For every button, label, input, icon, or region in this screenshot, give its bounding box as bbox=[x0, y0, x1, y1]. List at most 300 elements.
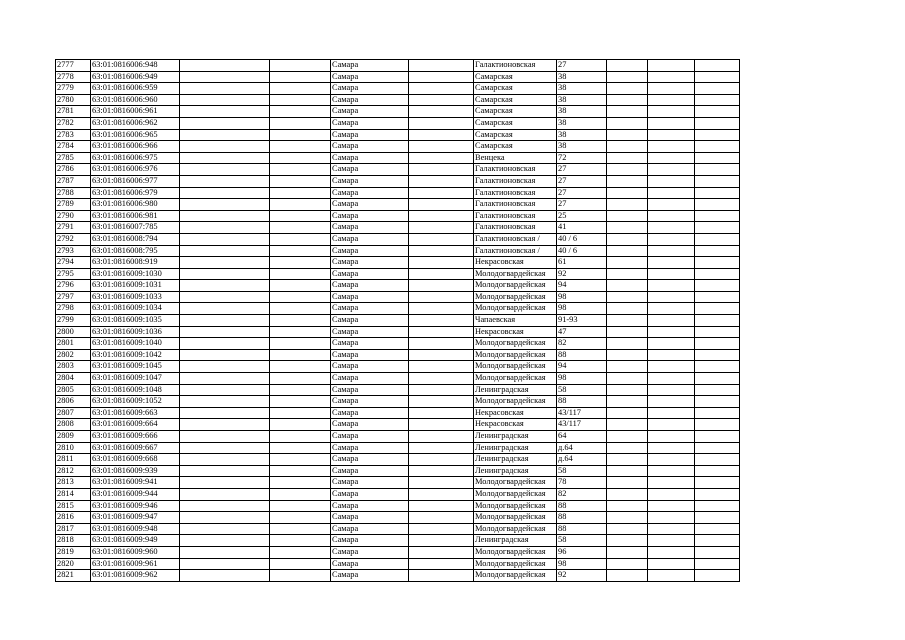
city-cell: Самара bbox=[331, 442, 409, 454]
cadastral-number-cell: 63:01:0816008:795 bbox=[91, 245, 180, 257]
house-number-cell: 38 bbox=[557, 129, 607, 141]
empty-cell bbox=[409, 199, 474, 211]
empty-cell bbox=[270, 546, 331, 558]
house-number-cell: 47 bbox=[557, 326, 607, 338]
house-number-cell: 27 bbox=[557, 199, 607, 211]
cadastral-number-cell: 63:01:0816009:944 bbox=[91, 488, 180, 500]
empty-cell bbox=[270, 396, 331, 408]
empty-cell bbox=[648, 384, 695, 396]
city-cell: Самара bbox=[331, 245, 409, 257]
empty-cell bbox=[180, 94, 270, 106]
table-row bbox=[56, 175, 740, 187]
empty-cell bbox=[180, 141, 270, 153]
empty-cell bbox=[180, 257, 270, 269]
street-cell: Самарская bbox=[474, 106, 557, 118]
empty-cell bbox=[180, 152, 270, 164]
empty-cell bbox=[180, 303, 270, 315]
empty-cell bbox=[180, 71, 270, 83]
empty-cell bbox=[180, 164, 270, 176]
cadastral-number-cell: 63:01:0816009:1042 bbox=[91, 349, 180, 361]
empty-cell bbox=[607, 210, 648, 222]
street-cell: Молодогвардейская bbox=[474, 396, 557, 408]
empty-cell bbox=[409, 373, 474, 385]
cadastral-number-cell: 63:01:0816006:965 bbox=[91, 129, 180, 141]
empty-cell bbox=[607, 175, 648, 187]
empty-cell bbox=[270, 570, 331, 582]
house-number-cell: 98 bbox=[557, 291, 607, 303]
empty-cell bbox=[648, 407, 695, 419]
street-cell: Ленинградская bbox=[474, 442, 557, 454]
empty-cell bbox=[648, 94, 695, 106]
empty-cell bbox=[270, 407, 331, 419]
table-row bbox=[56, 396, 740, 408]
cadastral-number-cell: 63:01:0816009:1033 bbox=[91, 291, 180, 303]
empty-cell bbox=[607, 257, 648, 269]
table-row bbox=[56, 129, 740, 141]
city-cell: Самара bbox=[331, 512, 409, 524]
empty-cell bbox=[409, 419, 474, 431]
city-cell: Самара bbox=[331, 117, 409, 129]
street-cell: Галактионовская bbox=[474, 164, 557, 176]
cadastral-number-cell: 63:01:0816009:1045 bbox=[91, 361, 180, 373]
house-number-cell: 88 bbox=[557, 523, 607, 535]
house-number-cell: 43/117 bbox=[557, 407, 607, 419]
city-cell: Самара bbox=[331, 280, 409, 292]
empty-cell bbox=[607, 454, 648, 466]
cadastral-number-cell: 63:01:0816009:664 bbox=[91, 419, 180, 431]
empty-cell bbox=[648, 396, 695, 408]
house-number-cell: 27 bbox=[557, 175, 607, 187]
row-number-cell: 2789 bbox=[56, 199, 91, 211]
empty-cell bbox=[648, 303, 695, 315]
table-row bbox=[56, 558, 740, 570]
street-cell: Ленинградская bbox=[474, 535, 557, 547]
empty-cell bbox=[180, 268, 270, 280]
empty-cell bbox=[180, 60, 270, 72]
empty-cell bbox=[409, 245, 474, 257]
street-cell: Молодогвардейская bbox=[474, 546, 557, 558]
empty-cell bbox=[409, 233, 474, 245]
empty-cell bbox=[607, 535, 648, 547]
cadastral-number-cell: 63:01:0816009:962 bbox=[91, 570, 180, 582]
street-cell: Ленинградская bbox=[474, 384, 557, 396]
empty-cell bbox=[270, 535, 331, 547]
empty-cell bbox=[409, 222, 474, 234]
empty-cell bbox=[695, 512, 740, 524]
cadastral-number-cell: 63:01:0816009:663 bbox=[91, 407, 180, 419]
empty-cell bbox=[695, 291, 740, 303]
empty-cell bbox=[607, 361, 648, 373]
empty-cell bbox=[270, 303, 331, 315]
empty-cell bbox=[695, 454, 740, 466]
empty-cell bbox=[270, 338, 331, 350]
row-number-cell: 2798 bbox=[56, 303, 91, 315]
empty-cell bbox=[695, 210, 740, 222]
street-cell: Ленинградская bbox=[474, 454, 557, 466]
empty-cell bbox=[409, 268, 474, 280]
empty-cell bbox=[695, 546, 740, 558]
empty-cell bbox=[695, 222, 740, 234]
house-number-cell: 98 bbox=[557, 373, 607, 385]
row-number-cell: 2794 bbox=[56, 257, 91, 269]
street-cell: Молодогвардейская bbox=[474, 570, 557, 582]
street-cell: Молодогвардейская bbox=[474, 338, 557, 350]
empty-cell bbox=[648, 442, 695, 454]
cadastral-number-cell: 63:01:0816006:966 bbox=[91, 141, 180, 153]
empty-cell bbox=[180, 210, 270, 222]
row-number-cell: 2810 bbox=[56, 442, 91, 454]
table-row bbox=[56, 465, 740, 477]
empty-cell bbox=[180, 570, 270, 582]
empty-cell bbox=[695, 141, 740, 153]
table-row bbox=[56, 94, 740, 106]
empty-cell bbox=[270, 71, 331, 83]
table-row bbox=[56, 454, 740, 466]
house-number-cell: 88 bbox=[557, 349, 607, 361]
empty-cell bbox=[695, 361, 740, 373]
street-cell: Галактионовская bbox=[474, 187, 557, 199]
empty-cell bbox=[409, 175, 474, 187]
empty-cell bbox=[607, 442, 648, 454]
empty-cell bbox=[180, 488, 270, 500]
empty-cell bbox=[270, 129, 331, 141]
empty-cell bbox=[695, 257, 740, 269]
city-cell: Самара bbox=[331, 454, 409, 466]
cadastral-number-cell: 63:01:0816009:1034 bbox=[91, 303, 180, 315]
empty-cell bbox=[180, 454, 270, 466]
street-cell: Молодогвардейская bbox=[474, 268, 557, 280]
empty-cell bbox=[695, 187, 740, 199]
city-cell: Самара bbox=[331, 523, 409, 535]
empty-cell bbox=[270, 257, 331, 269]
empty-cell bbox=[648, 523, 695, 535]
empty-cell bbox=[270, 141, 331, 153]
empty-cell bbox=[270, 373, 331, 385]
street-cell: Молодогвардейская bbox=[474, 558, 557, 570]
table-row bbox=[56, 477, 740, 489]
empty-cell bbox=[607, 164, 648, 176]
city-cell: Самара bbox=[331, 303, 409, 315]
street-cell: Молодогвардейская bbox=[474, 303, 557, 315]
table-row bbox=[56, 361, 740, 373]
empty-cell bbox=[648, 477, 695, 489]
empty-cell bbox=[695, 164, 740, 176]
street-cell: Чапаевская bbox=[474, 315, 557, 327]
empty-cell bbox=[695, 94, 740, 106]
table-row bbox=[56, 384, 740, 396]
empty-cell bbox=[270, 94, 331, 106]
empty-cell bbox=[409, 280, 474, 292]
empty-cell bbox=[695, 60, 740, 72]
table-row bbox=[56, 546, 740, 558]
empty-cell bbox=[695, 129, 740, 141]
empty-cell bbox=[695, 303, 740, 315]
empty-cell bbox=[409, 257, 474, 269]
empty-cell bbox=[607, 570, 648, 582]
table-row bbox=[56, 500, 740, 512]
empty-cell bbox=[607, 512, 648, 524]
cadastral-number-cell: 63:01:0816009:948 bbox=[91, 523, 180, 535]
row-number-cell: 2820 bbox=[56, 558, 91, 570]
empty-cell bbox=[607, 396, 648, 408]
cadastral-number-cell: 63:01:0816008:919 bbox=[91, 257, 180, 269]
house-number-cell: 41 bbox=[557, 222, 607, 234]
data-table bbox=[55, 59, 740, 582]
table-row bbox=[56, 512, 740, 524]
empty-cell bbox=[648, 164, 695, 176]
house-number-cell: 82 bbox=[557, 338, 607, 350]
table-row bbox=[56, 338, 740, 350]
empty-cell bbox=[180, 280, 270, 292]
empty-cell bbox=[409, 291, 474, 303]
empty-cell bbox=[270, 384, 331, 396]
empty-cell bbox=[607, 71, 648, 83]
table-row bbox=[56, 60, 740, 72]
city-cell: Самара bbox=[331, 558, 409, 570]
empty-cell bbox=[270, 558, 331, 570]
cadastral-number-cell: 63:01:0816009:668 bbox=[91, 454, 180, 466]
street-cell: Ленинградская bbox=[474, 431, 557, 443]
empty-cell bbox=[409, 488, 474, 500]
cadastral-number-cell: 63:01:0816009:1047 bbox=[91, 373, 180, 385]
city-cell: Самара bbox=[331, 222, 409, 234]
empty-cell bbox=[648, 199, 695, 211]
empty-cell bbox=[270, 465, 331, 477]
table-row bbox=[56, 315, 740, 327]
cadastral-number-cell: 63:01:0816009:941 bbox=[91, 477, 180, 489]
table-row bbox=[56, 245, 740, 257]
city-cell: Самара bbox=[331, 465, 409, 477]
empty-cell bbox=[180, 326, 270, 338]
table-body bbox=[56, 60, 740, 582]
city-cell: Самара bbox=[331, 233, 409, 245]
street-cell: Некрасовская bbox=[474, 326, 557, 338]
cadastral-number-cell: 63:01:0816009:961 bbox=[91, 558, 180, 570]
empty-cell bbox=[648, 83, 695, 95]
row-number-cell: 2809 bbox=[56, 431, 91, 443]
empty-cell bbox=[695, 442, 740, 454]
row-number-cell: 2821 bbox=[56, 570, 91, 582]
empty-cell bbox=[180, 291, 270, 303]
row-number-cell: 2792 bbox=[56, 233, 91, 245]
row-number-cell: 2779 bbox=[56, 83, 91, 95]
empty-cell bbox=[607, 152, 648, 164]
empty-cell bbox=[648, 291, 695, 303]
empty-cell bbox=[648, 315, 695, 327]
table-row bbox=[56, 419, 740, 431]
empty-cell bbox=[180, 384, 270, 396]
street-cell: Молодогвардейская bbox=[474, 488, 557, 500]
empty-cell bbox=[180, 500, 270, 512]
empty-cell bbox=[648, 373, 695, 385]
cadastral-number-cell: 63:01:0816006:976 bbox=[91, 164, 180, 176]
row-number-cell: 2778 bbox=[56, 71, 91, 83]
row-number-cell: 2785 bbox=[56, 152, 91, 164]
house-number-cell: 94 bbox=[557, 280, 607, 292]
empty-cell bbox=[607, 500, 648, 512]
empty-cell bbox=[409, 210, 474, 222]
table-row bbox=[56, 222, 740, 234]
row-number-cell: 2804 bbox=[56, 373, 91, 385]
house-number-cell: 78 bbox=[557, 477, 607, 489]
row-number-cell: 2815 bbox=[56, 500, 91, 512]
table-row bbox=[56, 442, 740, 454]
city-cell: Самара bbox=[331, 152, 409, 164]
empty-cell bbox=[607, 291, 648, 303]
cadastral-number-cell: 63:01:0816008:794 bbox=[91, 233, 180, 245]
empty-cell bbox=[409, 129, 474, 141]
table-row bbox=[56, 233, 740, 245]
empty-cell bbox=[648, 465, 695, 477]
empty-cell bbox=[648, 106, 695, 118]
empty-cell bbox=[180, 396, 270, 408]
empty-cell bbox=[607, 558, 648, 570]
empty-cell bbox=[409, 152, 474, 164]
house-number-cell: 40 / 6 bbox=[557, 245, 607, 257]
street-cell: Галактионовская bbox=[474, 199, 557, 211]
street-cell: Некрасовская bbox=[474, 407, 557, 419]
empty-cell bbox=[270, 60, 331, 72]
empty-cell bbox=[607, 465, 648, 477]
empty-cell bbox=[607, 338, 648, 350]
empty-cell bbox=[180, 407, 270, 419]
empty-cell bbox=[180, 338, 270, 350]
city-cell: Самара bbox=[331, 257, 409, 269]
street-cell: Самарская bbox=[474, 141, 557, 153]
empty-cell bbox=[270, 106, 331, 118]
table-row bbox=[56, 152, 740, 164]
empty-cell bbox=[409, 141, 474, 153]
city-cell: Самара bbox=[331, 500, 409, 512]
empty-cell bbox=[648, 117, 695, 129]
empty-cell bbox=[409, 315, 474, 327]
empty-cell bbox=[648, 280, 695, 292]
empty-cell bbox=[695, 500, 740, 512]
empty-cell bbox=[695, 477, 740, 489]
street-cell: Некрасовская bbox=[474, 257, 557, 269]
empty-cell bbox=[648, 500, 695, 512]
city-cell: Самара bbox=[331, 361, 409, 373]
cadastral-number-cell: 63:01:0816006:980 bbox=[91, 199, 180, 211]
empty-cell bbox=[607, 419, 648, 431]
empty-cell bbox=[607, 83, 648, 95]
empty-cell bbox=[270, 210, 331, 222]
row-number-cell: 2816 bbox=[56, 512, 91, 524]
city-cell: Самара bbox=[331, 129, 409, 141]
empty-cell bbox=[695, 71, 740, 83]
street-cell: Молодогвардейская bbox=[474, 361, 557, 373]
street-cell: Самарская bbox=[474, 94, 557, 106]
empty-cell bbox=[409, 106, 474, 118]
empty-cell bbox=[409, 164, 474, 176]
empty-cell bbox=[607, 187, 648, 199]
street-cell: Молодогвардейская bbox=[474, 523, 557, 535]
empty-cell bbox=[695, 535, 740, 547]
row-number-cell: 2817 bbox=[56, 523, 91, 535]
empty-cell bbox=[607, 268, 648, 280]
empty-cell bbox=[607, 477, 648, 489]
house-number-cell: 58 bbox=[557, 465, 607, 477]
house-number-cell: 38 bbox=[557, 106, 607, 118]
empty-cell bbox=[695, 233, 740, 245]
empty-cell bbox=[409, 407, 474, 419]
street-cell: Галактионовская / bbox=[474, 245, 557, 257]
city-cell: Самара bbox=[331, 94, 409, 106]
cadastral-number-cell: 63:01:0816009:1031 bbox=[91, 280, 180, 292]
row-number-cell: 2796 bbox=[56, 280, 91, 292]
table-row bbox=[56, 117, 740, 129]
empty-cell bbox=[270, 117, 331, 129]
street-cell: Галактионовская bbox=[474, 60, 557, 72]
house-number-cell: 38 bbox=[557, 117, 607, 129]
empty-cell bbox=[180, 117, 270, 129]
city-cell: Самара bbox=[331, 407, 409, 419]
house-number-cell: д.64 bbox=[557, 442, 607, 454]
house-number-cell: 92 bbox=[557, 570, 607, 582]
empty-cell bbox=[695, 465, 740, 477]
cadastral-number-cell: 63:01:0816009:1030 bbox=[91, 268, 180, 280]
empty-cell bbox=[607, 488, 648, 500]
empty-cell bbox=[409, 384, 474, 396]
empty-cell bbox=[607, 222, 648, 234]
empty-cell bbox=[270, 280, 331, 292]
empty-cell bbox=[180, 419, 270, 431]
empty-cell bbox=[180, 361, 270, 373]
empty-cell bbox=[270, 500, 331, 512]
empty-cell bbox=[607, 106, 648, 118]
empty-cell bbox=[270, 431, 331, 443]
city-cell: Самара bbox=[331, 546, 409, 558]
cadastral-number-cell: 63:01:0816006:949 bbox=[91, 71, 180, 83]
cadastral-number-cell: 63:01:0816009:667 bbox=[91, 442, 180, 454]
street-cell: Галактионовская / bbox=[474, 233, 557, 245]
empty-cell bbox=[607, 60, 648, 72]
cadastral-number-cell: 63:01:0816009:1036 bbox=[91, 326, 180, 338]
city-cell: Самара bbox=[331, 291, 409, 303]
empty-cell bbox=[409, 523, 474, 535]
empty-cell bbox=[409, 361, 474, 373]
empty-cell bbox=[607, 407, 648, 419]
city-cell: Самара bbox=[331, 187, 409, 199]
street-cell: Галактионовская bbox=[474, 210, 557, 222]
empty-cell bbox=[648, 71, 695, 83]
row-number-cell: 2818 bbox=[56, 535, 91, 547]
house-number-cell: 64 bbox=[557, 431, 607, 443]
table-row bbox=[56, 570, 740, 582]
empty-cell bbox=[270, 152, 331, 164]
street-cell: Молодогвардейская bbox=[474, 500, 557, 512]
empty-cell bbox=[270, 199, 331, 211]
city-cell: Самара bbox=[331, 106, 409, 118]
cadastral-number-cell: 63:01:0816009:939 bbox=[91, 465, 180, 477]
empty-cell bbox=[270, 442, 331, 454]
empty-cell bbox=[409, 94, 474, 106]
empty-cell bbox=[695, 431, 740, 443]
empty-cell bbox=[409, 454, 474, 466]
empty-cell bbox=[607, 546, 648, 558]
empty-cell bbox=[409, 535, 474, 547]
empty-cell bbox=[648, 129, 695, 141]
empty-cell bbox=[409, 570, 474, 582]
cadastral-number-cell: 63:01:0816006:981 bbox=[91, 210, 180, 222]
empty-cell bbox=[695, 199, 740, 211]
row-number-cell: 2807 bbox=[56, 407, 91, 419]
house-number-cell: 38 bbox=[557, 94, 607, 106]
cadastral-number-cell: 63:01:0816006:960 bbox=[91, 94, 180, 106]
street-cell: Галактионовская bbox=[474, 175, 557, 187]
empty-cell bbox=[695, 396, 740, 408]
empty-cell bbox=[409, 546, 474, 558]
